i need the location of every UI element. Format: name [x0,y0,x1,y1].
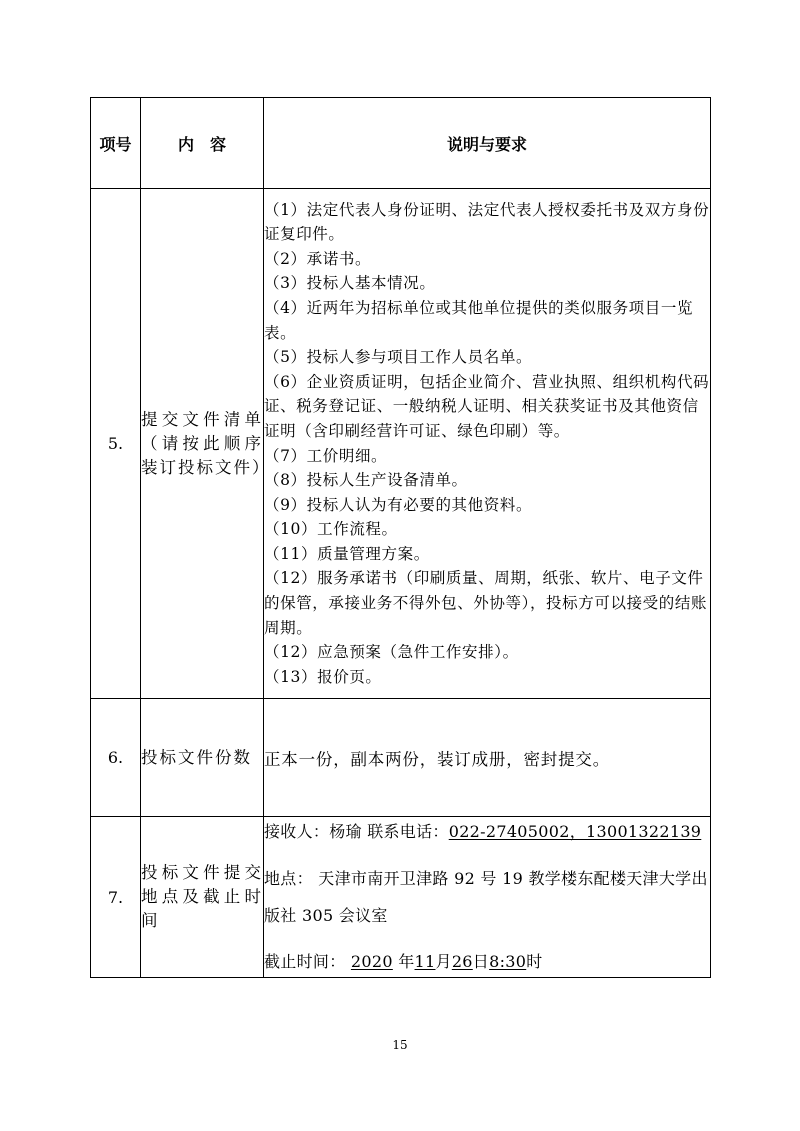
list-item: （9）投标人认为有必要的其他资料。 [264,495,533,514]
list-item: （10）工作流程。 [264,520,398,539]
submission-details [264,817,711,978]
page-number: 15 [392,1038,408,1052]
header-content: 内 容 [141,98,264,189]
phone-number: 022-27405002，13001322139 [448,822,702,841]
deadline-day: 26 [451,952,473,971]
list-item: （7）工价明细。 [264,446,388,465]
deadline-label: 截止时间： [264,952,346,971]
row-title: 投标文件提交地点及截止时间 [141,817,264,978]
list-item: （5）投标人参与项目工作人员名单。 [264,348,533,367]
deadline-year: 2020 [350,952,393,971]
list-item: （1）法定代表人身份证明、法定代表人授权委托书及双方身份证复印件。 [264,200,710,244]
table-row [91,189,711,699]
copies-requirement: 正本一份，副本两份，装订成册，密封提交。 [264,699,711,817]
receiver-line [264,822,710,842]
deadline-year-unit: 年 [398,952,415,971]
deadline-time-unit: 时 [526,952,543,971]
phone-label: 联系电话： [367,822,449,841]
list-item: （12）应急预案（急件工作安排）。 [264,643,519,662]
header-item-number: 项号 [91,98,141,189]
deadline-month-unit: 月 [435,952,452,971]
row-title: 投标文件份数 [141,699,264,817]
list-item: （8）投标人生产设备清单。 [264,471,468,490]
table-row [91,699,711,817]
address-text: 天津市南开卫津路 92 号 19 教学楼东配楼天津大学出版社 305 会议室 [264,869,708,925]
header-description: 说明与要求 [264,98,711,189]
address-line [264,860,710,934]
row-number: 5. [91,189,141,699]
table-row [91,817,711,978]
address-label: 地点： [264,869,313,888]
receiver-label: 接收人： [264,822,330,841]
deadline-month: 11 [414,952,436,971]
list-item: （12）服务承诺书（印刷质量、周期，纸张、软片、电子文件的保管，承接业务不得外包、外协等），投标方可以接受的结账周期。 [264,569,708,637]
list-item: （3）投标人基本情况。 [264,274,436,293]
row-number: 7. [91,817,141,978]
deadline-line [264,952,710,972]
document-checklist [264,189,711,699]
requirements-table [90,97,711,978]
list-item: （13）报价页。 [264,667,382,686]
list-item: （2）承诺书。 [264,249,372,268]
list-item: （11）质量管理方案。 [264,544,430,563]
deadline-time: 8:30 [489,952,527,971]
header-row [91,98,711,189]
list-item: （4）近两年为招标单位或其他单位提供的类似服务项目一览表。 [264,298,694,342]
row-title: 提交文件清单（请按此顺序装订投标文件） [141,189,264,699]
receiver-name: 杨瑜 [329,822,362,841]
deadline-day-unit: 日 [472,952,490,971]
row-number: 6. [91,699,141,817]
list-item: （6）企业资质证明，包括企业简介、营业执照、组织机构代码证、税务登记证、一般纳税人证明、相关获奖证书及其他资信证明（含印刷经营许可证、绿色印刷）等。 [264,372,710,440]
